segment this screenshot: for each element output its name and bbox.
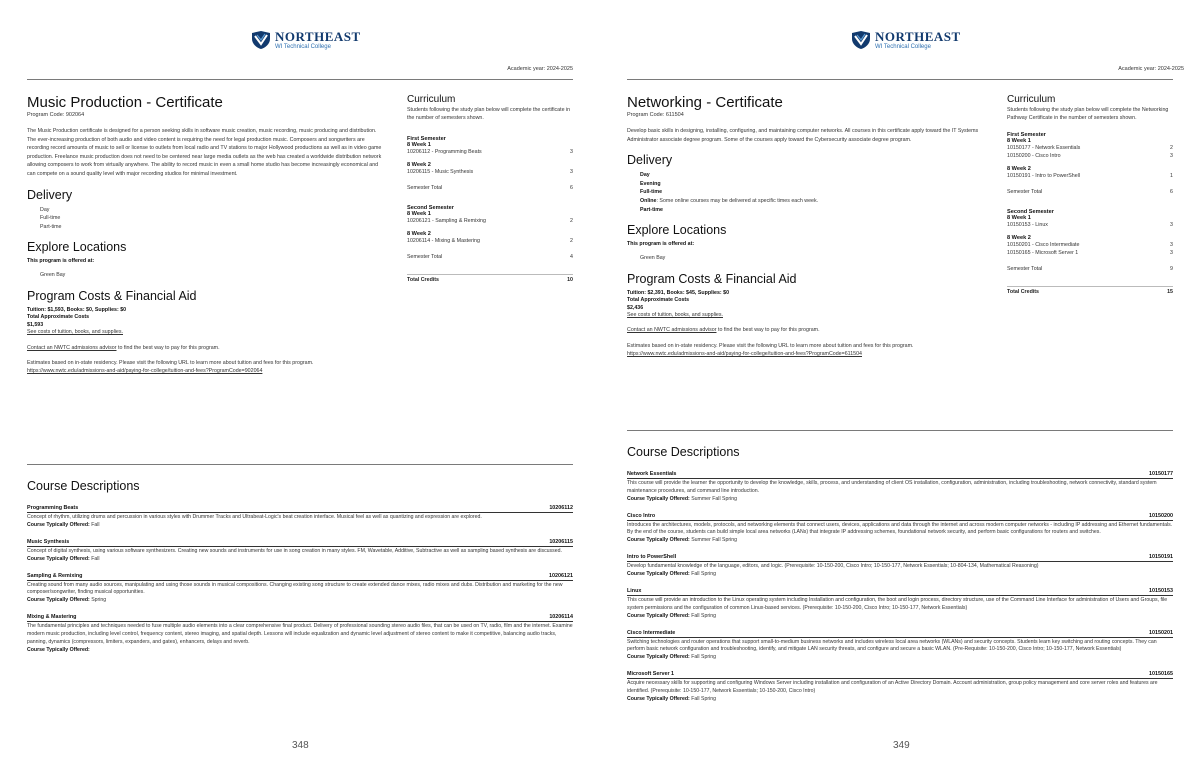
logo-name: NORTHEAST bbox=[875, 29, 961, 44]
locations-heading: Explore Locations bbox=[627, 223, 727, 238]
semester-total: Semester Total 4 bbox=[407, 254, 573, 260]
location-name: Green Bay bbox=[640, 254, 666, 261]
course-description: Concept of digital synthesis, using various software synthesizers. Creating new sounds and instruments for use in song creation in many styles. FM, Wavetable, Additive, Subtractive as well as sampling based synthesis are discussed. bbox=[27, 547, 562, 554]
course-offered: Spring bbox=[89, 597, 107, 604]
curriculum-column bbox=[407, 94, 573, 283]
course-name: Linux bbox=[627, 587, 642, 594]
curriculum-column bbox=[1007, 94, 1173, 295]
delivery-item: Full-time bbox=[640, 189, 663, 196]
week-label: 8 Week 1 bbox=[407, 211, 431, 217]
program-code: Program Code: 611504 bbox=[627, 112, 684, 118]
course-name: Music Synthesis bbox=[27, 538, 70, 545]
course-code: 10206112 bbox=[549, 505, 573, 511]
course-name: Intro to PowerShell bbox=[627, 554, 677, 561]
section-divider bbox=[627, 430, 1173, 431]
course-description: Creating sound from many audio sources, manipulating and using those sounds in musical compositions. Changing existing song structure to create extended dance mixes, radio mixes and dubs. Distribution and marketing for the new composer/songwriter, finding musical opportunities. bbox=[27, 581, 563, 596]
program-description: The Music Production certificate is designed for a person seeking skills in software music creation, music recording, music producing and distribution. The ever-increasing production of both audio and video content is requiring the need for legal production music. Composers and songwriters are recording record amounts of music to sell or license to outlets from local radio and TV stations to major Hollywood productions as well as in video game production. Freelance music production does not need to be centered near large media outlets as the web has created a worldwide distribution network allowing composers to work from virtually anywhere. The ability to record music in even a small home studio has become increasingly economical and can compete on a sound quality level with major recording studios for minimal investment. bbox=[27, 128, 382, 177]
total-credits: Total Credits 10 bbox=[407, 274, 573, 283]
course-name: Network Essentials bbox=[627, 471, 677, 477]
course-offered: Fall Spring bbox=[689, 654, 716, 661]
course-code: 10206114 bbox=[549, 614, 573, 621]
semester-name: Second Semester bbox=[1007, 209, 1054, 215]
contact-advisor-link[interactable]: Contact an NWTC admissions advisor bbox=[27, 344, 117, 351]
course-offered: Fall Spring bbox=[689, 570, 716, 577]
logo-subtitle: WI Technical College bbox=[275, 44, 331, 50]
course-entry: Cisco Intro 10150200 Introduces the architectures, models, protocols, and networking elements that connect users, devices, applications and data through the internet and across modern computer networks - including IP addressing and Ethernet fundamentals. By the end of the course, students can build simple local area networks (LANs) that integrate IP addressing schemes, foundational network security, and perform basic configurations for routers and switches. Course Typically Offered: Summer Fall Spring bbox=[627, 512, 1173, 544]
page-right bbox=[600, 0, 1200, 776]
course-name: Programming Beats bbox=[27, 505, 79, 511]
curriculum-course-row: 10150191 - Intro to PowerShell 1 bbox=[1007, 173, 1173, 179]
course-description: This course will provide the learner the opportunity to develop the knowledge, skills, process, and understanding of client OS installation, configuration, administration, including troubleshooting, network connectivity, standard system maintenance procedures, and command line introduction. bbox=[627, 480, 1157, 494]
course-entry: Music Synthesis 10206115 Concept of digital synthesis, using various software synthesizers. Creating new sounds and instruments for use in song creation in many styles. FM, Wavetable, Additive, Subtractive as well as sampling based synthesis are discussed. Course Typically Offered: Fall bbox=[27, 538, 573, 562]
section-divider bbox=[27, 464, 573, 465]
curriculum-course-row: 10150153 - Linux 3 bbox=[1007, 222, 1173, 228]
estimates-note: Estimates based on in-state residency. Please visit the following URL to learn more about tuition and fees for this program. bbox=[27, 360, 314, 367]
program-title: Networking - Certificate bbox=[627, 94, 783, 111]
course-entry: Intro to PowerShell 10150191 Develop fundamental knowledge of the language, editors, and logic. (Prerequisite: 10-150-200, Cisco Intro; 10-150-177, Network Essentials; 10-804-134, Mathematical Reasoning) Course Typically Offered: Fall Spring bbox=[627, 554, 1173, 577]
northeast-shield-icon bbox=[851, 30, 871, 50]
tuition-line: Tuition: $2,391, Books: $45, Supplies: $0 bbox=[627, 289, 730, 296]
delivery-item: Part-time bbox=[40, 223, 62, 230]
course-descriptions-section bbox=[627, 430, 1173, 713]
costs-heading: Program Costs & Financial Aid bbox=[627, 271, 797, 286]
curriculum-course-row: 10150201 - Cisco Intermediate 3 bbox=[1007, 242, 1173, 248]
course-name: Cisco Intermediate bbox=[627, 629, 676, 636]
costs-heading: Program Costs & Financial Aid bbox=[27, 288, 197, 303]
course-code: 10206121 bbox=[549, 572, 573, 579]
total-costs-value: $1,593 bbox=[27, 321, 44, 328]
delivery-list bbox=[27, 206, 382, 232]
course-entry: Cisco Intermediate 10150201 Switching technologies and router operations that support small-to-medium business networks and includes wireless local area networks (WLANs) and security concepts. Students learn key switching and routing concepts. They can perform basic network configuration and troubleshooting, identify, and mitigate LAN security threats, and configure and secure a basic WLAN. (Pre-Requisite: 10-150-200, Cisco Intro; 10-150-177, Network Essentials) Course Typically Offered: Fall Spring bbox=[627, 629, 1173, 661]
total-costs-value: $2,436 bbox=[627, 304, 644, 311]
curriculum-course-row: 10150177 - Network Essentials 2 bbox=[1007, 145, 1173, 151]
header-divider bbox=[627, 79, 1173, 80]
program-title: Music Production - Certificate bbox=[27, 94, 223, 111]
tuition-line: Tuition: $1,593, Books: $0, Supplies: $0 bbox=[27, 306, 127, 313]
college-logo bbox=[251, 30, 361, 50]
curriculum-course-row: 10206112 - Programming Beats 3 bbox=[407, 149, 573, 155]
delivery-item: Evening bbox=[640, 180, 661, 187]
semester-name: First Semester bbox=[1007, 132, 1046, 138]
delivery-item: Day bbox=[40, 206, 50, 213]
course-offered: Fall Spring bbox=[689, 695, 716, 702]
northeast-shield-icon bbox=[251, 30, 271, 50]
logo-subtitle: WI Technical College bbox=[875, 44, 931, 50]
course-description: Acquire necessary skills for supporting and configuring Windows Server including installation and configuration of an Active Directory Domain. Account administration, group policy management and core server roles and features are identified. (Prerequisite: 10-150-177, Network Essentials; 10-150-200, Cisco Intro) bbox=[627, 680, 1158, 694]
total-costs-label: Total Approximate Costs bbox=[27, 314, 90, 321]
week-label: 8 Week 1 bbox=[1007, 215, 1031, 221]
curriculum-title: Curriculum bbox=[1007, 94, 1056, 105]
course-entry: Programming Beats 10206112 Concept of rhythm, utilizing drums and percussion in various styles with Drummer Tracks and Ultrabeat-Logic's beat creation interface. Musical feel as well as quantizing and expression are explored. Course Typically Offered: Fall bbox=[27, 505, 573, 528]
offered-at-label: This program is offered at: bbox=[627, 241, 695, 248]
course-entry: Sampling & Remixing 10206121 Creating sound from many audio sources, manipulating and using those sounds in musical compositions. Changing existing song structure to create extended dance mixes, radio mixes and dubs. Distribution and marketing for the new composer/songwriter, finding musical opportunities. Course Typically Offered: Spring bbox=[27, 572, 573, 604]
curriculum-title: Curriculum bbox=[407, 94, 456, 105]
course-description: The fundamental principles and techniques needed to fuse multiple audio elements into a clear comprehensive final product. Delivery of professional sounding stereo audio files, that can be used on TV, radio, film and the internet. Examine modern music production, including level control, frequency content, stereo imaging, and spatial depth. Lessons will include equalization and dynamic level adjustment of stereo content to make it competitive, balancing audio tracks, panning, dynamics (compressors, limiters, expanders, and gates), enhancers, delays and reverb. bbox=[27, 623, 573, 645]
academic-year: Academic year: 2024-2025 bbox=[1118, 66, 1184, 72]
week-label: 8 Week 1 bbox=[407, 142, 431, 148]
course-code: 10150200 bbox=[1149, 512, 1173, 519]
total-costs-label: Total Approximate Costs bbox=[627, 297, 690, 304]
college-logo bbox=[851, 30, 961, 50]
semester-total: Semester Total 6 bbox=[1007, 189, 1173, 195]
curriculum-description: Students following the study plan below will complete the certificate in the number of semesters shown. bbox=[407, 107, 571, 121]
delivery-item: Online: Some online courses may be delivered at specific times each week. bbox=[640, 197, 819, 204]
week-label: 8 Week 2 bbox=[1007, 166, 1031, 172]
course-offered: Summer Fall Spring bbox=[689, 495, 738, 502]
page-number: 348 bbox=[292, 740, 309, 751]
course-code: 10206115 bbox=[549, 538, 573, 545]
location-name: Green Bay bbox=[40, 272, 66, 279]
course-code: 10150153 bbox=[1149, 587, 1173, 594]
curriculum-course-row: 10150200 - Cisco Intro 3 bbox=[1007, 153, 1173, 159]
curriculum-course-row: 10206121 - Sampling & Remixing 2 bbox=[407, 218, 573, 224]
course-descriptions-heading: Course Descriptions bbox=[27, 479, 140, 493]
semester-name: First Semester bbox=[407, 136, 446, 142]
course-description: Introduces the architectures, models, protocols, and networking elements that connect users, devices, applications and data through the internet and across modern computer networks - including IP addressing and Ethernet fundamentals. By the end of the course, students can build simple local area networks (LANs) that integrate IP addressing schemes, foundational network security, and perform basic configurations for routers and switches. bbox=[627, 521, 1173, 536]
course-name: Cisco Intro bbox=[627, 512, 656, 519]
week-label: 8 Week 2 bbox=[407, 231, 431, 237]
course-name: Sampling & Remixing bbox=[27, 572, 83, 579]
semester-name: Second Semester bbox=[407, 205, 454, 211]
total-credits: Total Credits 15 bbox=[1007, 286, 1173, 295]
delivery-heading: Delivery bbox=[627, 153, 673, 168]
course-description: Concept of rhythm, utilizing drums and percussion in various styles with Drummer Tracks and Ultrabeat-Logic's beat creation interface. Musical feel as well as quantizing and expression are explored. bbox=[27, 514, 482, 520]
course-offered: Fall bbox=[89, 555, 100, 562]
course-name: Mixing & Mastering bbox=[27, 614, 77, 621]
program-description: Develop basic skills in designing, installing, configuring, and maintaining computer networks. All courses in this certificate apply toward the IT Systems Administrator associate degree program. Some of the courses apply toward the Cybersecurity associate degree program. bbox=[627, 128, 979, 143]
week-label: 8 Week 2 bbox=[407, 162, 431, 168]
delivery-list bbox=[627, 171, 982, 214]
course-entry: Microsoft Server 1 10150165 Acquire necessary skills for supporting and configuring Windows Server including installation and configuration of an Active Directory Domain. Account administration, group policy management and core server roles and features are identified. (Prerequisite: 10-150-177, Network Essentials; 10-150-200, Cisco Intro) Course Typically Offered: Fall Spring bbox=[627, 671, 1173, 702]
offered-at-label: This program is offered at: bbox=[27, 258, 95, 265]
estimates-note: Estimates based on in-state residency. Please visit the following URL to learn more about tuition and fees for this program. bbox=[627, 343, 914, 350]
course-code: 10150191 bbox=[1149, 554, 1173, 561]
delivery-item: Full-time bbox=[40, 215, 61, 222]
course-descriptions-section bbox=[27, 464, 573, 664]
program-main-column bbox=[627, 94, 982, 359]
course-offered: Fall bbox=[89, 521, 100, 528]
course-code: 10150177 bbox=[1149, 471, 1173, 477]
week-label: 8 Week 1 bbox=[1007, 138, 1031, 144]
semester-total: Semester Total 6 bbox=[407, 185, 573, 191]
semester-total: Semester Total 9 bbox=[1007, 266, 1173, 272]
page-number: 349 bbox=[893, 740, 910, 751]
curriculum-course-row: 10150165 - Microsoft Server 1 3 bbox=[1007, 250, 1173, 256]
course-entry: Network Essentials 10150177 This course will provide the learner the opportunity to develop the knowledge, skills, process, and understanding of client OS installation, configuration, administration, including troubleshooting, network connectivity, standard system maintenance procedures, and command line introduction. Course Typically Offered: Summer Fall Spring bbox=[627, 471, 1173, 502]
course-descriptions-heading: Course Descriptions bbox=[627, 445, 740, 459]
delivery-item: Part-time bbox=[640, 206, 663, 213]
tuition-url-link[interactable]: https://www.nwtc.edu/admissions-and-aid/paying-for-college/tuition-and-fees?ProgramCode=611504 bbox=[627, 350, 863, 357]
delivery-item: Day bbox=[640, 172, 650, 179]
course-entry: Mixing & Mastering 10206114 The fundamental principles and techniques needed to fuse multiple audio elements into a clear comprehensive final product. Delivery of professional sounding stereo audio files, that can be used on TV, radio, film and the internet. Examine modern music production, including level control, frequency content, stereo imaging, and spatial depth. Lessons will include equalization and dynamic level adjustment of stereo content to make it competitive, balancing audio tracks, panning, dynamics (compressors, limiters, expanders, and gates), enhancers, delays and reverb. Course Typically Offered: bbox=[27, 614, 573, 653]
contact-advisor-text: to find the best way to pay for this program. bbox=[116, 344, 220, 351]
program-code: Program Code: 902064 bbox=[27, 112, 85, 118]
course-name: Microsoft Server 1 bbox=[627, 671, 675, 678]
logo-name: NORTHEAST bbox=[275, 29, 361, 44]
course-offered: Summer Fall Spring bbox=[689, 537, 738, 544]
header-divider bbox=[27, 79, 573, 80]
curriculum-course-row: 10206114 - Mixing & Mastering 2 bbox=[407, 238, 573, 244]
course-description: Switching technologies and router operations that support small-to-medium business networks and includes wireless local area networks (WLANs) and security concepts. Students learn key switching and routing concepts. They can perform basic network configuration and troubleshooting, identify, and mitigate LAN security threats, and configure and secure a basic WLAN. (Pre-Requisite: 10-150-200, Cisco Intro; 10-150-177, Network Essentials) bbox=[627, 638, 1157, 653]
locations-heading: Explore Locations bbox=[27, 240, 127, 255]
contact-advisor-text: to find the best way to pay for this program. bbox=[716, 327, 820, 334]
delivery-heading: Delivery bbox=[27, 187, 73, 202]
course-description: This course will provide an introduction to the Linux operating system including Installation and configuration, the boot and login process, directory structure, use of the Command Line Interface for administration of Users and Groups, file system permissions and the configuration of common Linux-based services. (Prerequisite: 10-150-200, Cisco Intro; 10-150-177, Network Essentials) bbox=[627, 596, 1168, 611]
course-entry: Linux 10150153 This course will provide an introduction to the Linux operating system including Installation and configuration, the boot and login process, directory structure, use of the Command Line Interface for administration of Users and Groups, file system permissions and the configuration of common Linux-based services. (Prerequisite: 10-150-200, Cisco Intro; 10-150-177, Network Essentials) Course Typically Offered: Fall Spring bbox=[627, 587, 1173, 619]
week-label: 8 Week 2 bbox=[1007, 235, 1031, 241]
course-description: Develop fundamental knowledge of the language, editors, and logic. (Prerequisite: 10-150-200, Cisco Intro; 10-150-177, Network Essentials; 10-804-134, Mathematical Reasoning) bbox=[627, 563, 1039, 570]
curriculum-course-row: 10206115 - Music Synthesis 3 bbox=[407, 169, 573, 175]
program-main-column bbox=[27, 94, 382, 376]
course-code: 10150165 bbox=[1149, 671, 1173, 678]
see-costs-link[interactable]: See costs of tuition, books, and supplies. bbox=[627, 311, 723, 318]
course-code: 10150201 bbox=[1149, 629, 1173, 636]
contact-advisor-link[interactable]: Contact an NWTC admissions advisor bbox=[627, 327, 717, 334]
course-offered: Fall Spring bbox=[689, 612, 716, 619]
curriculum-description: Students following the study plan below will complete the Networking Pathway Certificate in the number of semesters shown. bbox=[1007, 107, 1169, 121]
tuition-url-link[interactable]: https://www.nwtc.edu/admissions-and-aid/paying-for-college/tuition-and-fees?ProgramCode=902064 bbox=[27, 368, 263, 375]
academic-year: Academic year: 2024-2025 bbox=[507, 66, 573, 72]
see-costs-link[interactable]: See costs of tuition, books, and supplies. bbox=[27, 329, 123, 336]
